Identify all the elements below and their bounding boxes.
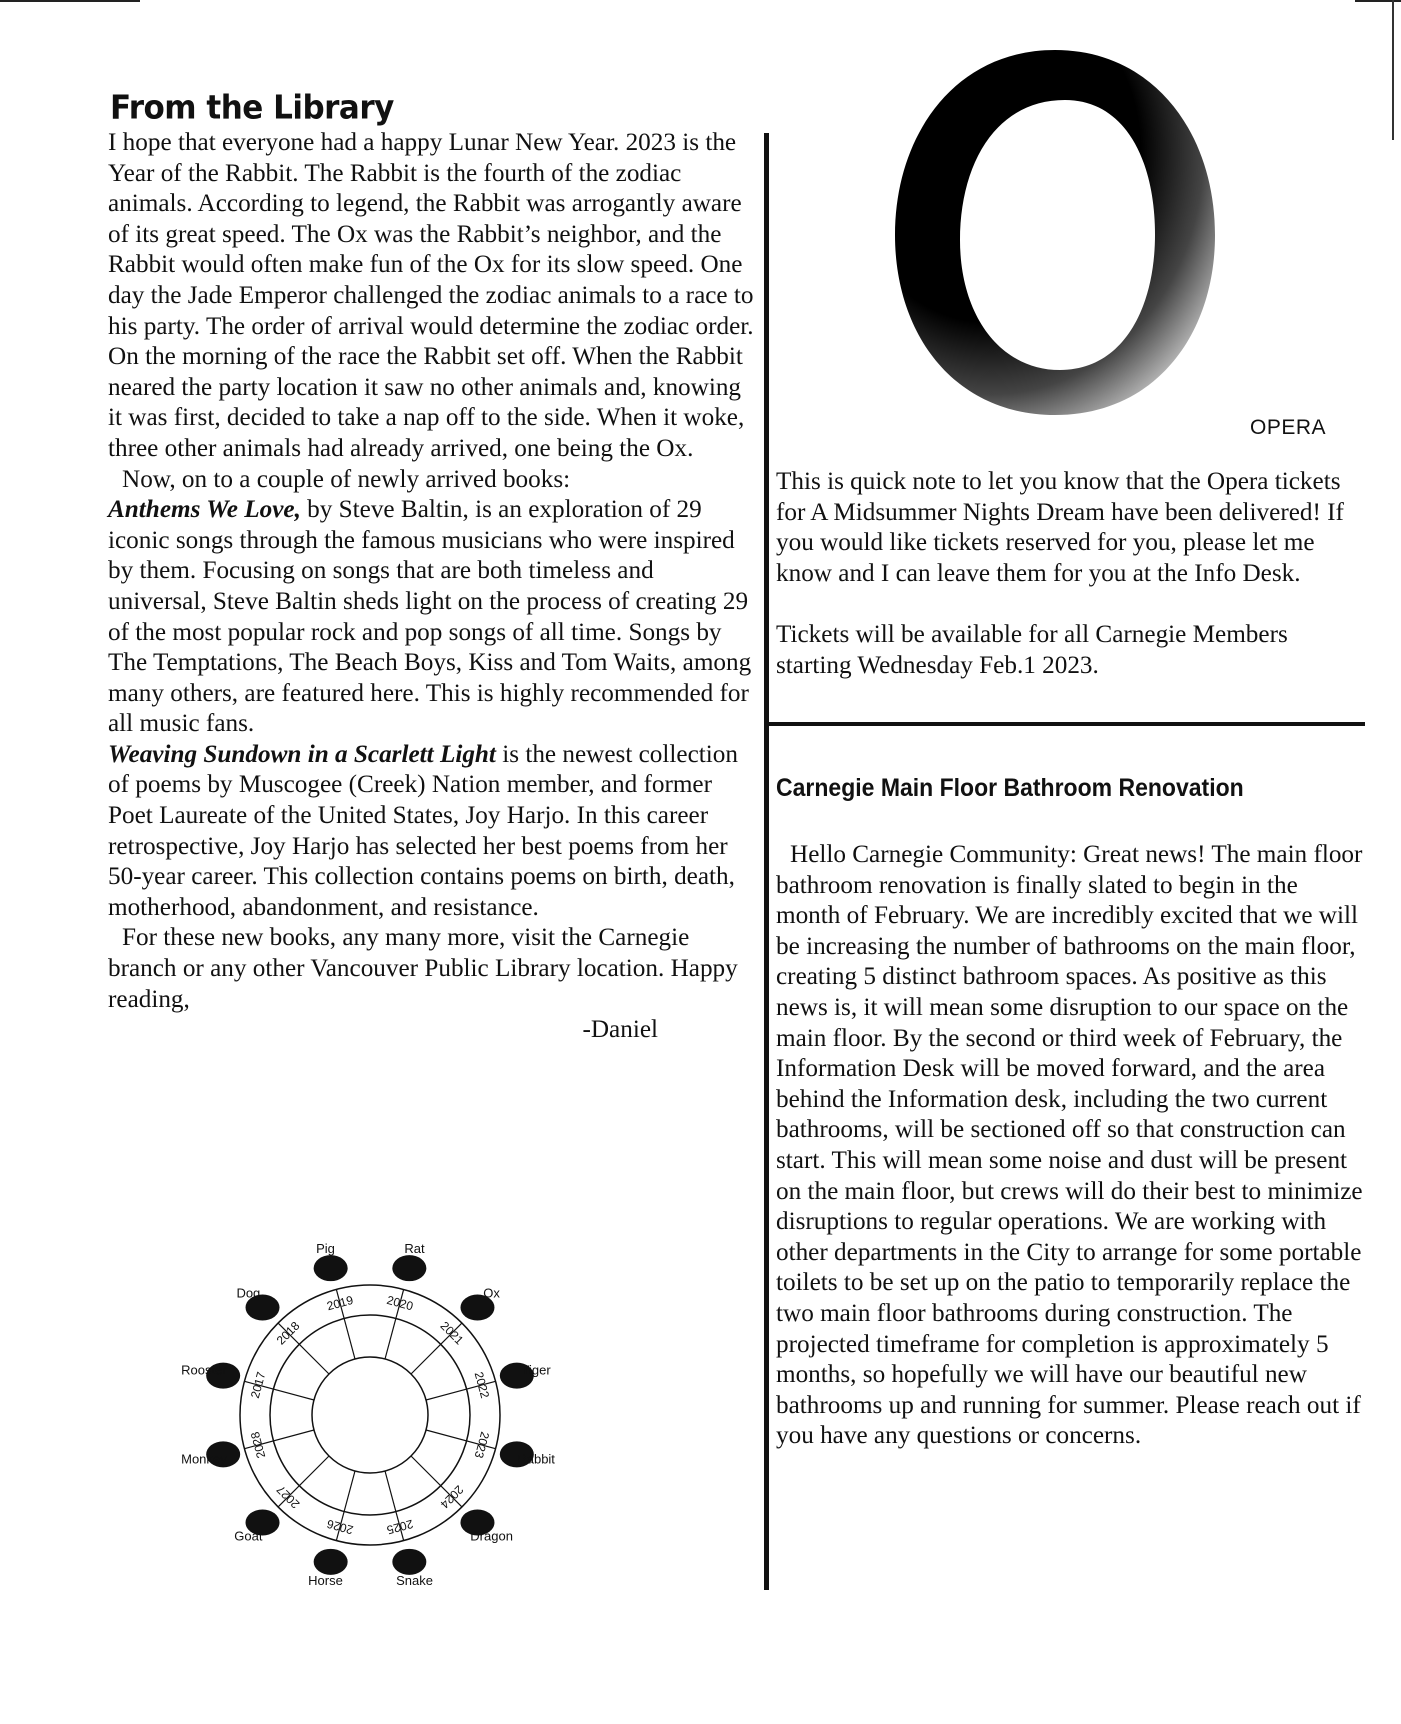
zodiac-animal-label: Pig [316,1240,335,1256]
zodiac-animal-icon [314,1549,348,1575]
zodiac-year-label: 2024 [437,1482,467,1512]
library-column [108,90,758,1046]
renovation-title: Carnegie Main Floor Bathroom Renovation [776,774,1244,802]
opera-o-icon [880,40,1230,420]
zodiac-animal-label: Ox [483,1285,500,1301]
scan-edge-top [0,0,1401,3]
zodiac-year-label: 2018 [273,1318,303,1348]
library-closing: For these new books, any many more, visit the Carnegie branch or any other Vancouver Public Library location. Happy reading, [108,924,738,1013]
opera-availability-text: Tickets will be available for all Carnegie Members starting Wednesday Feb.1 2023. [776,621,1288,679]
zodiac-wheel-svg [181,1225,555,1595]
zodiac-year-label: 2020 [385,1292,415,1314]
library-signature: -Daniel [582,1016,658,1044]
zodiac-animal-label: Tiger [521,1362,551,1378]
zodiac-animal-label: Dog [236,1285,261,1301]
book-title-weaving: Weaving Sundown in a Scarlett Light [108,740,496,768]
renovation-article [776,840,1366,1452]
zodiac-animal-label: Horse [308,1573,343,1589]
zodiac-animal-label: Goat [234,1528,263,1544]
book-review-weaving [108,740,758,924]
zodiac-year-label: 2023 [471,1430,493,1460]
opera-label: OPERA [1250,416,1327,439]
column-divider [764,133,769,1590]
zodiac-animal-label: Snake [396,1573,433,1589]
zodiac-animal-label: Rat [404,1240,425,1256]
library-paragraph-books: Now, on to a couple of newly arrived books: [122,465,571,493]
opera-note-text: This is quick note to let you know that the Opera tickets for A Midsummer Nights Dream have been delivered! If you would like tickets reserved for you, please let me know and I can leave them for you at the Info Desk. [776,468,1344,587]
zodiac-animal-label: Monkey [181,1451,227,1467]
section-divider [769,722,1365,726]
opera-logo [880,40,1230,420]
library-title: From the Library [110,89,394,127]
renovation-text: Hello Carnegie Community: Great news! The main floor bathroom renovation is finally slated to begin in the month of February. We are incredibly excited that we will be increasing the number of bathrooms on the main floor, creating 5 distinct bathroom spaces. As positive as this news is, it will mean some disruption to our space on the main floor. By the second or third week of February, the Information Desk will be moved forward, and the area behind the Information desk, including the two current bathrooms, will be sectioned off so that construction can start. This will mean some noise and dust will be present on the main floor, but crews will do their best to minimize disruptions to regular operations. We are working with other departments in the City to arrange for some portable toilets to be set up on the patio to temporarily replace the two main floor bathrooms during construction. The projected timeframe for completion is approximately 5 months, so hopefully we will have our beautiful new bathrooms up and running for summer. Please reach out if you have any questions or concerns. [776,841,1363,1450]
zodiac-year-label: 2028 [247,1430,269,1460]
book-title-anthems: Anthems We Love, [108,496,301,524]
library-paragraph-intro: I hope that everyone had a happy Lunar New Year. 2023 is the Year of the Rabbit. The Rabbit is the fourth of the zodiac animals. According to legend, the Rabbit was arrogantly aware of its great speed. The Ox was the Rabbit’s neighbor, and the Rabbit would often make fun of the Ox for its slow speed. One day the Jade Emperor challenged the zodiac animals to a race to his party. The order of arrival would determine the zodiac order. On the morning of the race the Rabbit set off. When the Rabbit neared the party location it saw no other animals and, knowing it was first, decided to take a nap off to the side. When it woke, three other animals had already arrived, one being the Ox. [108,129,754,462]
zodiac-year-label: 2022 [471,1370,493,1400]
book-review-anthems [108,495,758,740]
book-text-anthems: by Steve Baltin, is an exploration of 29 iconic songs through the famous musicians who were inspired by them. Focusing on songs that are both timeless and universal, Steve Baltin sheds light on the process of creating 29 of the most popular rock and pop songs of all time. Songs by The Temptations, The Beach Boys, Kiss and Tom Waits, among many others, are featured here. This is highly recommended for all music fans. [108,496,752,738]
book-text-weaving: is the newest collection of poems by Muscogee (Creek) Nation member, and former Poet Laureate of the United States, Joy Harjo. In this career retrospective, Joy Harjo has selected her best poems from her 50-year career. This collection contains poems on birth, death, motherhood, abandonment, and resistance. [108,740,738,921]
zodiac-animal-icon [314,1255,348,1281]
zodiac-year-label: 2017 [247,1370,269,1400]
zodiac-animal-icon [392,1549,426,1575]
zodiac-wheel-illustration [181,1225,555,1595]
library-article [108,128,758,1046]
opera-note [776,467,1366,682]
zodiac-year-label: 2019 [325,1292,355,1314]
zodiac-animal-label: Rabbit [517,1451,555,1467]
zodiac-year-label: 2025 [385,1516,415,1538]
zodiac-year-label: 2026 [325,1516,355,1538]
zodiac-animal-icon [392,1255,426,1281]
scan-edge-right [1392,0,1394,140]
zodiac-year-label: 2021 [437,1318,467,1348]
zodiac-animal-label: Dragon [470,1528,513,1544]
zodiac-animal-label: Rooster [181,1362,227,1378]
zodiac-year-label: 2027 [273,1482,303,1512]
